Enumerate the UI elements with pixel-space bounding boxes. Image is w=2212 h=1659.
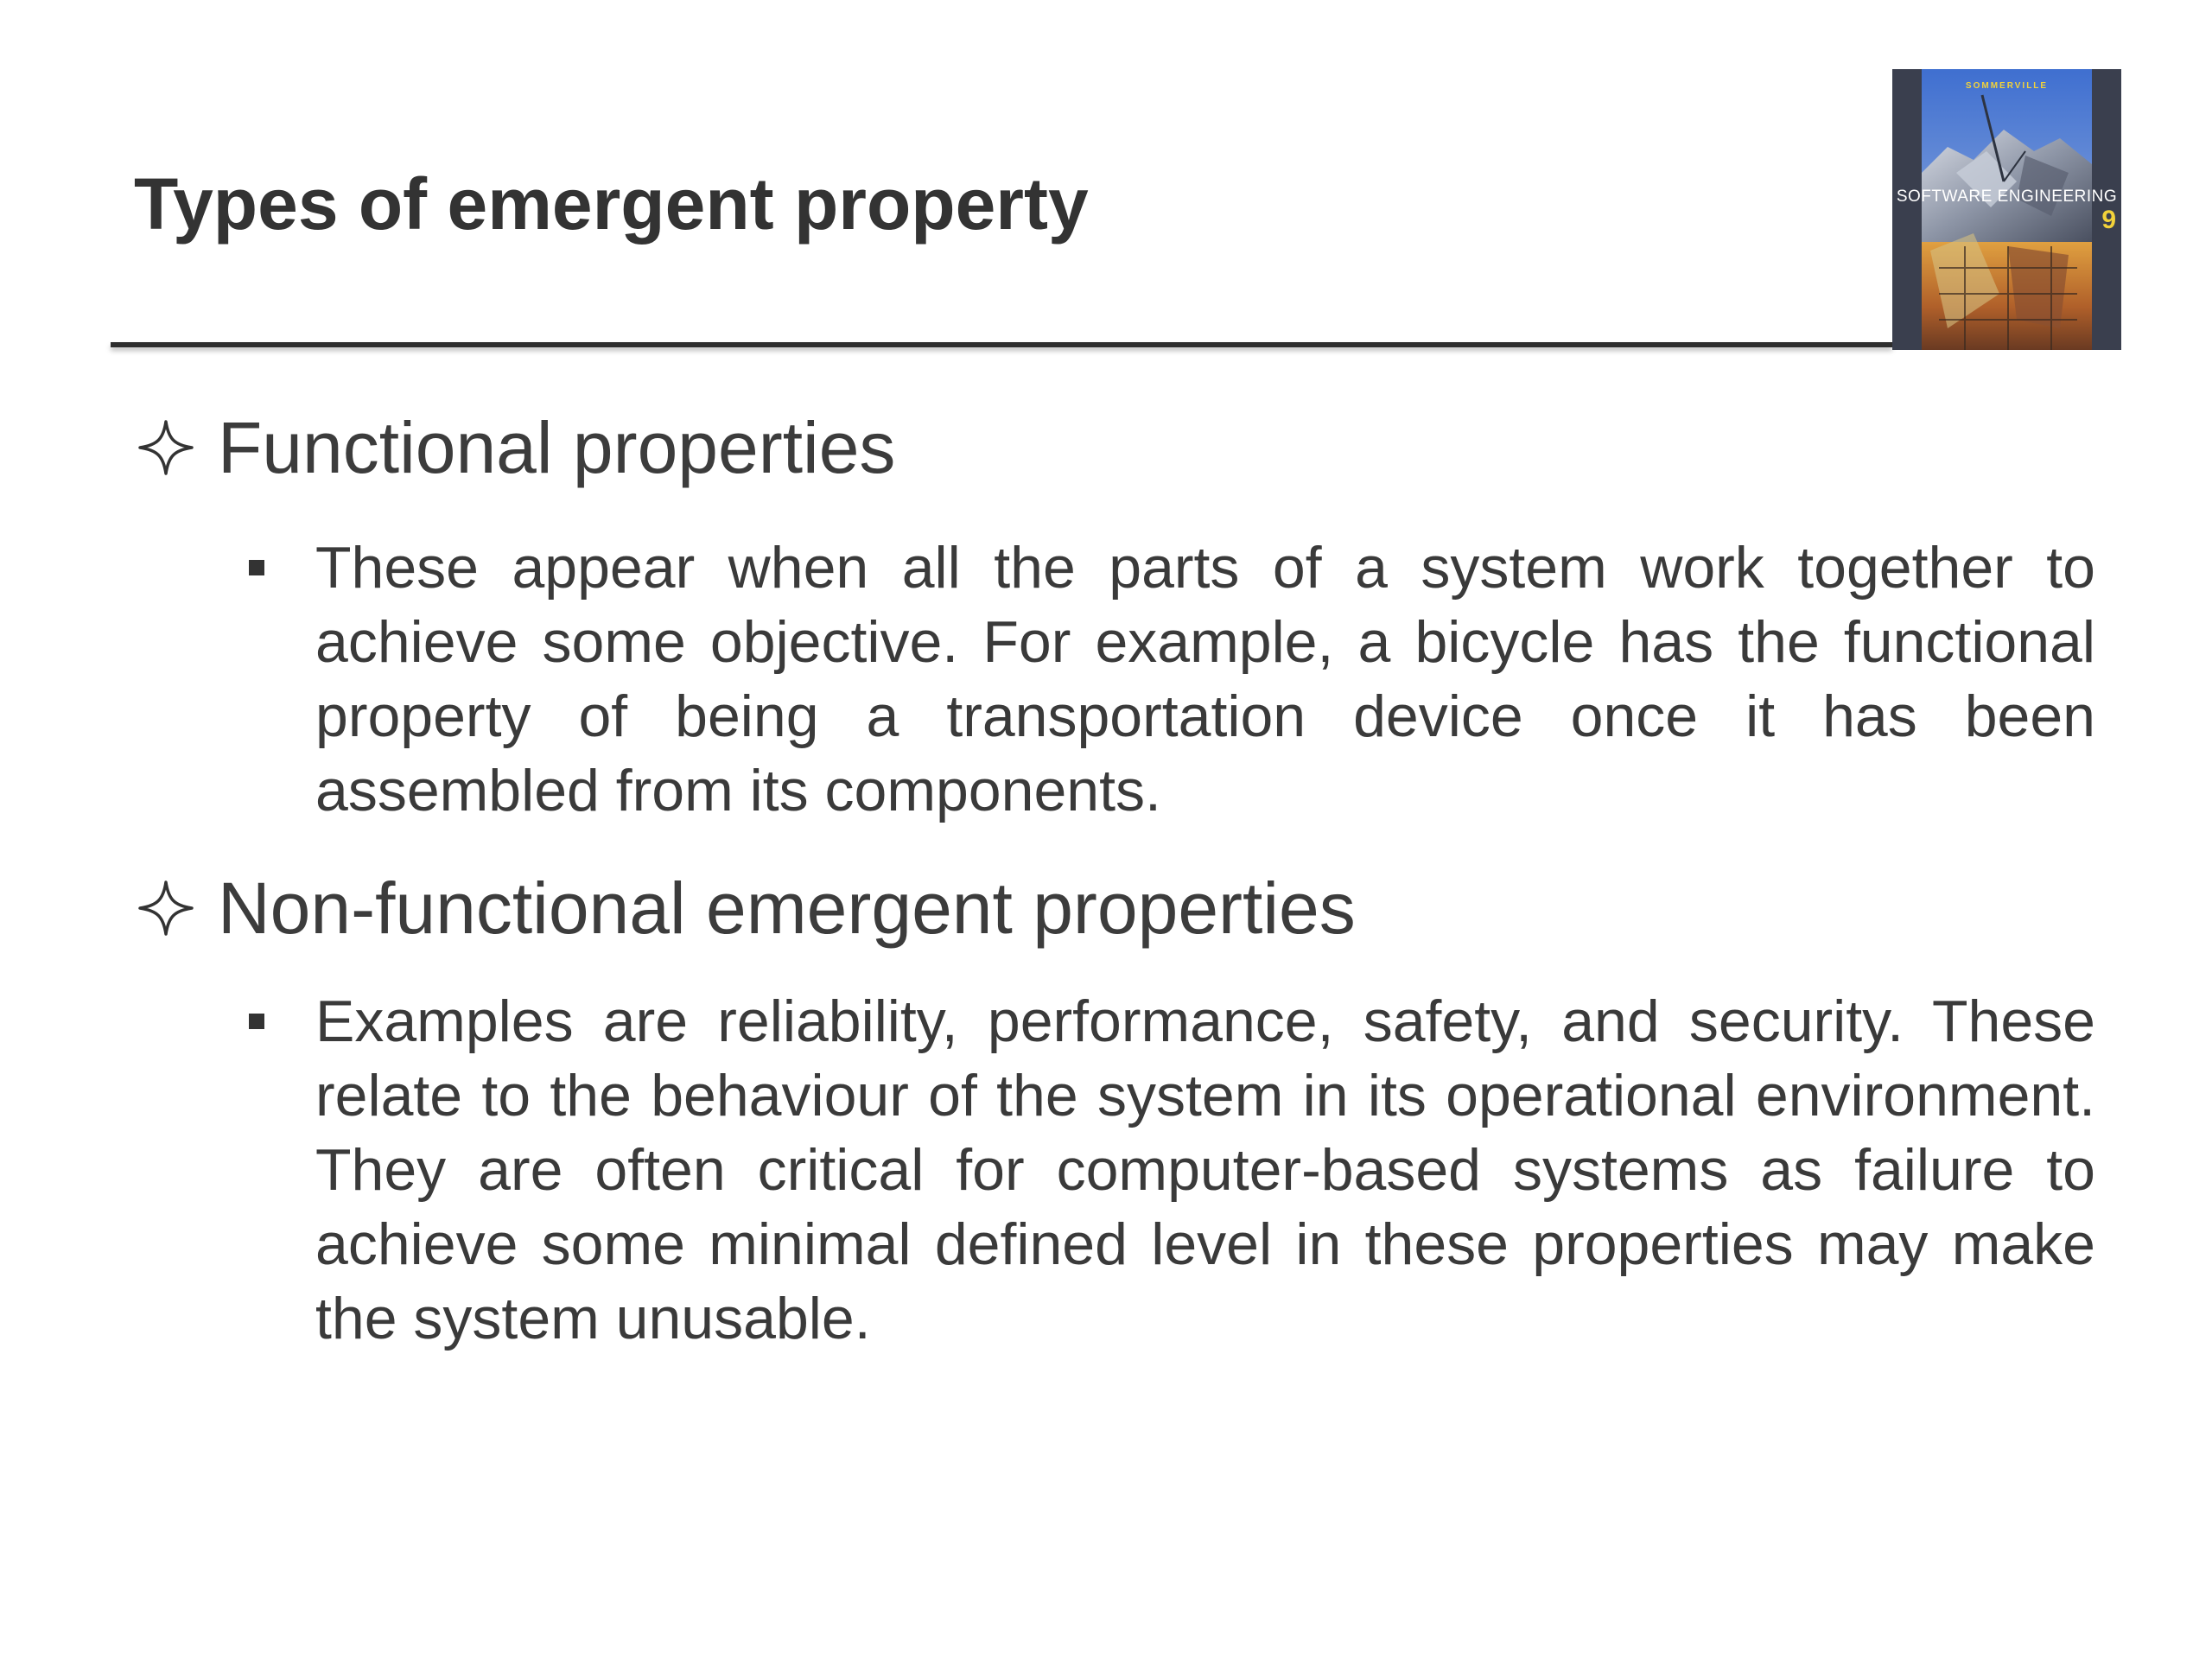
section-heading: Non-functional emergent properties bbox=[218, 868, 1356, 949]
book-edition: 9 bbox=[2101, 206, 2116, 234]
bullet-text: Examples are reliability, performance, safety, and security. These relate to the behaviour of the system in its operational environment. They are often critical for computer-based systems as failure to achieve some minimal defined level in these properties may make the system unusable. bbox=[315, 988, 2095, 1351]
four-point-star-outline-icon bbox=[138, 420, 194, 475]
book-title: SOFTWARE ENGINEERING bbox=[1896, 188, 2118, 206]
square-bullet-icon bbox=[249, 560, 264, 575]
book-author: SOMMERVILLE bbox=[1965, 81, 2049, 91]
section-functional-properties bbox=[138, 406, 895, 490]
book-cover-photo bbox=[1922, 69, 2092, 350]
title-underline bbox=[111, 342, 1892, 347]
bullet-item bbox=[249, 984, 2107, 1356]
slide-title: Types of emergent property bbox=[134, 163, 1089, 245]
bullet-text: These appear when all the parts of a system work together to achieve some objective. For example, a bicycle has the functional property of being a transportation device once it has been assembled from its components. bbox=[315, 535, 2095, 823]
book-cover-image bbox=[1892, 69, 2121, 350]
section-non-functional-properties bbox=[138, 867, 1356, 950]
section-heading: Functional properties bbox=[218, 407, 896, 488]
square-bullet-icon bbox=[249, 1014, 264, 1029]
bullet-item bbox=[249, 531, 2107, 828]
four-point-star-outline-icon bbox=[138, 880, 194, 936]
